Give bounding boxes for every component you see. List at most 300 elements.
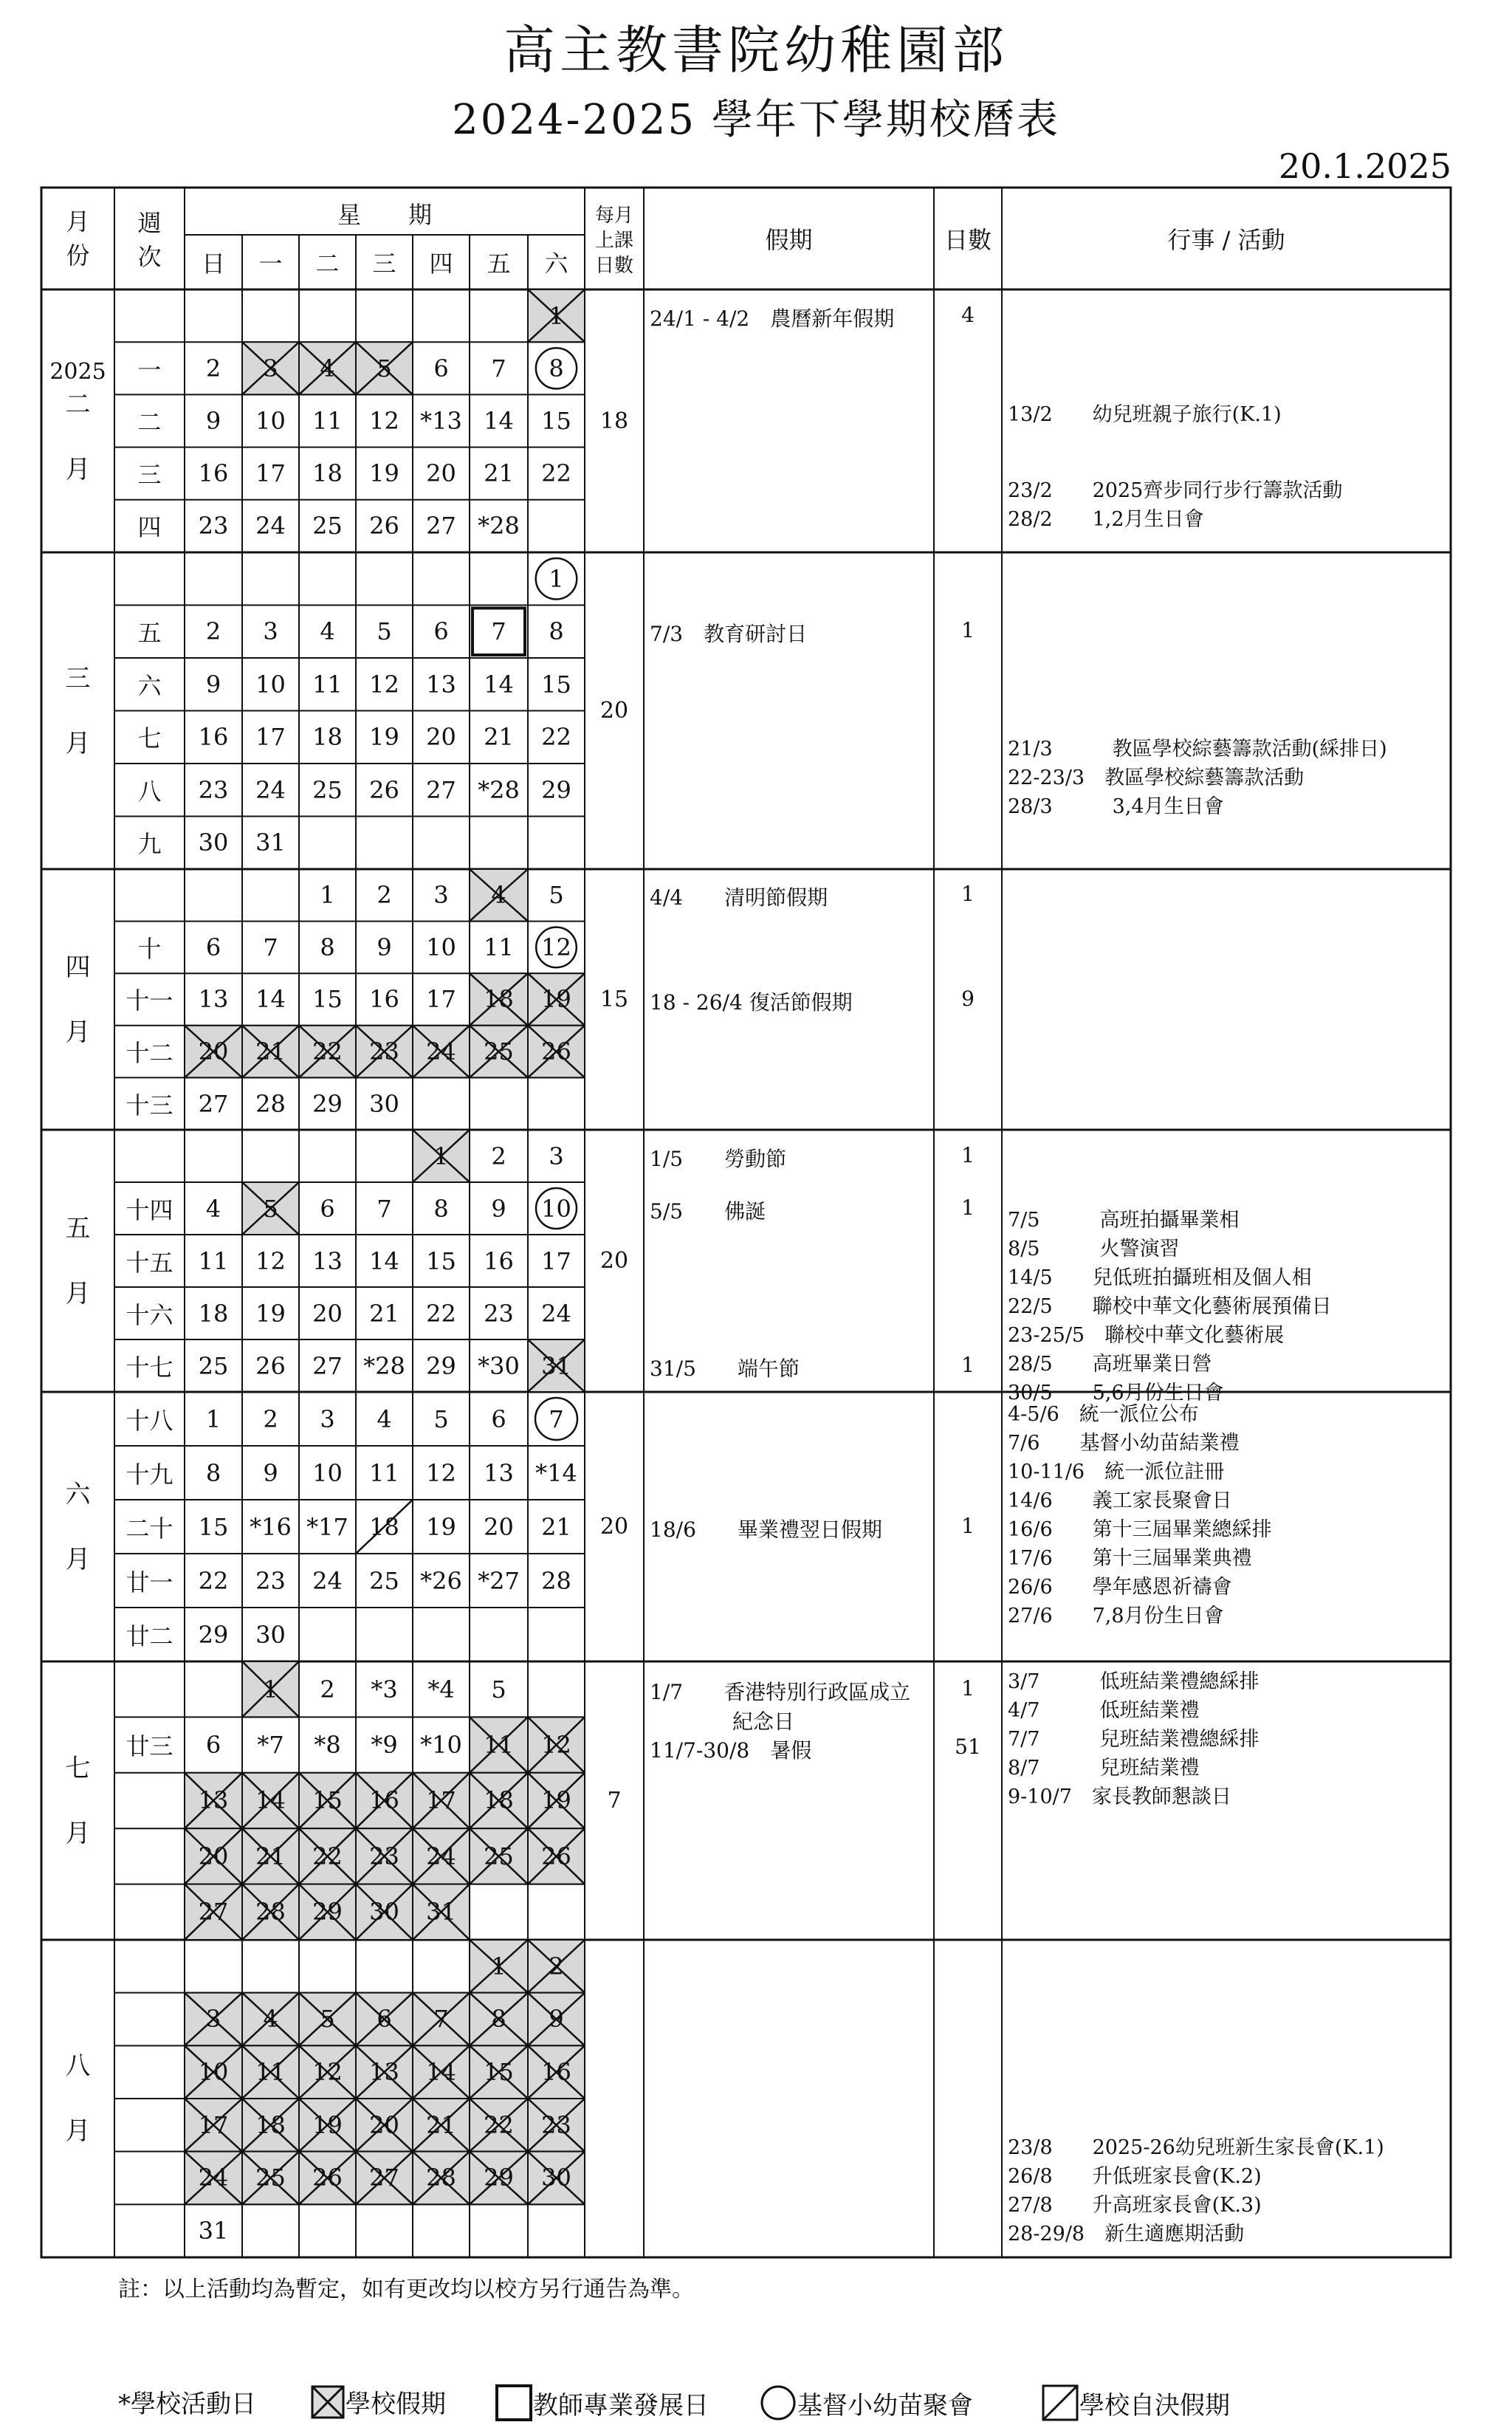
day-cell: 26 <box>541 1842 571 1870</box>
day-cell: 22 <box>198 1566 229 1595</box>
day-cell: 21 <box>484 723 514 752</box>
day-cell: 22 <box>426 1299 456 1328</box>
day-cell <box>470 289 528 342</box>
slash-mark-icon <box>1041 2384 1079 2422</box>
day-cell: 11 <box>255 2058 286 2087</box>
month-label-5 <box>41 1130 114 1392</box>
month-label-3 <box>41 552 114 869</box>
day-cell <box>242 289 299 342</box>
day-cell <box>470 552 528 606</box>
holiday-entry: 18/6 畢業禮翌日假期 <box>650 1517 882 1542</box>
day-cell <box>470 2204 528 2257</box>
month-name: 二 月 <box>65 390 91 484</box>
header-week: 週 次 <box>137 209 162 271</box>
day-cell: 28 <box>541 1566 571 1595</box>
day-cell: *14 <box>535 1458 577 1487</box>
day-cell: 10 <box>198 2058 229 2087</box>
day-cell: 27 <box>426 512 456 541</box>
week-number: 二十 <box>126 1514 173 1543</box>
day-cell: 18 <box>484 1786 514 1815</box>
week-number <box>114 1940 185 1993</box>
day-cell: 7 <box>377 1194 392 1223</box>
day-cell: 17 <box>541 1246 571 1275</box>
day-cell: 22 <box>484 2110 514 2139</box>
day-cell: 14 <box>369 1246 399 1275</box>
day-cell: 13 <box>426 670 456 699</box>
holiday-entry: 4/4 清明節假期 <box>650 885 828 910</box>
activity-entry: 7/5 高班拍攝畢業相 8/5 火警演習 14/5 兒低班拍攝班相及個人相 22/5 聯校中華文化藝術展預備日 23-25/5 聯校中華文化藝術展 28/5 高班畢業日營 30/5 5,6月份生日會 <box>1008 1209 1332 1405</box>
holiday-entry: 31/5 端午節 <box>650 1356 800 1381</box>
day-cell <box>356 1130 413 1182</box>
day-cell <box>356 289 413 342</box>
day-cell: 6 <box>205 933 221 961</box>
day-cell: 11 <box>312 406 343 435</box>
holiday-entry: 24/1 - 4/2 農曆新年假期 <box>650 306 895 331</box>
day-cell: 5 <box>320 2005 335 2034</box>
holiday-entry: 1/5 勞動節 <box>650 1146 787 1171</box>
day-cell: 20 <box>484 1512 514 1541</box>
day-cell <box>470 1608 528 1661</box>
week-number: 十四 <box>126 1195 173 1224</box>
day-cell: 30 <box>541 2164 571 2192</box>
footnote: 註：以上活動均為暫定，如有更改均以校方另行通告為準。 <box>118 2277 694 2302</box>
day-cell: 19 <box>369 723 399 752</box>
day-cell: 30 <box>369 1089 399 1118</box>
day-cell: 27 <box>198 1089 229 1118</box>
day-cell: 10 <box>255 406 286 435</box>
holiday-day-count: 1 <box>961 1675 975 1701</box>
day-cell: *8 <box>314 1731 341 1760</box>
calendar-title: 2024-2025 學年下學期校曆表 <box>452 96 1060 144</box>
day-cell: 24 <box>198 2164 229 2192</box>
day-cell <box>356 2204 413 2257</box>
day-cell: 17 <box>255 459 286 488</box>
school-name: 高主教書院幼稚園部 <box>504 20 1008 80</box>
holiday-entry: 5/5 佛誕 <box>650 1198 766 1224</box>
month-school-days: 20 <box>599 1514 629 1540</box>
day-cell: 29 <box>312 1089 343 1118</box>
week-number: 一 <box>137 355 162 384</box>
day-cell <box>356 1940 413 1993</box>
month-label-7 <box>41 1661 114 1940</box>
day-cell: 9 <box>491 1194 506 1223</box>
day-cell: 23 <box>541 2110 571 2139</box>
day-cell: 13 <box>312 1246 343 1275</box>
day-cell: 21 <box>541 1512 571 1541</box>
day-cell: 29 <box>312 1898 343 1927</box>
week-number: 廿二 <box>126 1622 173 1650</box>
day-cell: 24 <box>255 775 286 804</box>
day-cell: 9 <box>205 670 221 699</box>
day-cell <box>299 2204 356 2257</box>
day-cell: 26 <box>255 1351 286 1380</box>
day-cell: 10 <box>541 1194 571 1223</box>
header-activities: 行事 / 活動 <box>1167 226 1285 254</box>
day-cell: 17 <box>426 1786 456 1815</box>
activity-entry: 3/7 低班結業禮總綵排 4/7 低班結業禮 7/7 兒班結業禮總綵排 8/7 兒班結業禮 9-10/7 家長教師懇談日 <box>1008 1670 1260 1808</box>
day-cell: 24 <box>312 1566 343 1595</box>
day-cell <box>185 552 242 606</box>
day-cell: 18 <box>369 1512 399 1541</box>
day-cell: 29 <box>198 1620 229 1649</box>
day-cell: 19 <box>312 2110 343 2139</box>
day-cell: 16 <box>484 1246 514 1275</box>
day-cell: 2 <box>263 1404 278 1433</box>
day-cell: 29 <box>484 2164 514 2192</box>
day-cell: 1 <box>549 564 564 593</box>
day-cell: 1 <box>491 1952 506 1980</box>
header-day-0: 日 <box>201 250 225 278</box>
day-cell: 12 <box>541 933 571 961</box>
day-cell <box>242 1130 299 1182</box>
holiday-day-count: 9 <box>961 986 975 1011</box>
holiday-day-count: 1 <box>961 1513 975 1538</box>
day-cell: 28 <box>426 2164 456 2192</box>
day-cell: 23 <box>484 1299 514 1328</box>
day-cell <box>299 289 356 342</box>
day-cell: 15 <box>541 406 571 435</box>
day-cell: 23 <box>198 775 229 804</box>
holiday-day-count: 1 <box>961 1352 975 1377</box>
day-cell: 13 <box>198 985 229 1014</box>
header-day-2: 二 <box>315 250 340 278</box>
day-cell: 15 <box>198 1512 229 1541</box>
week-number <box>114 1993 185 2046</box>
day-cell: 30 <box>369 1898 399 1927</box>
week-number: 廿三 <box>126 1732 173 1761</box>
activity-entry: 23/2 2025齊步同行步行籌款活動 28/2 1,2月生日會 <box>1008 478 1343 531</box>
legend-gathering: 基督小幼苗聚會 <box>759 2384 973 2422</box>
day-cell: 13 <box>198 1786 229 1815</box>
day-cell: 31 <box>426 1898 456 1927</box>
day-cell: *10 <box>420 1731 462 1760</box>
day-cell <box>528 2204 585 2257</box>
day-cell <box>242 869 299 922</box>
day-cell: 12 <box>255 1246 286 1275</box>
day-cell: 2 <box>205 354 221 382</box>
day-cell <box>242 552 299 606</box>
day-cell: 14 <box>484 670 514 699</box>
month-school-days: 18 <box>599 408 629 434</box>
day-cell: 1 <box>433 1142 449 1170</box>
week-number <box>114 2099 185 2152</box>
day-cell: 26 <box>369 512 399 541</box>
day-cell: 30 <box>198 829 229 857</box>
day-cell: 25 <box>369 1566 399 1595</box>
month-label-8 <box>41 1940 114 2257</box>
day-cell <box>185 1130 242 1182</box>
day-cell: 6 <box>320 1194 335 1223</box>
day-cell: 5 <box>491 1675 506 1704</box>
day-cell: 8 <box>549 617 564 646</box>
day-cell: 24 <box>426 1842 456 1870</box>
day-cell: 22 <box>312 1842 343 1870</box>
day-cell: 2 <box>320 1675 335 1704</box>
day-cell: 23 <box>369 1842 399 1870</box>
day-cell: 31 <box>541 1351 571 1380</box>
day-cell: 5 <box>377 617 392 646</box>
month-label-2 <box>41 289 114 552</box>
activity-entry: 21/3 教區學校綜藝籌款活動(綵排日) 22-23/3 教區學校綜藝籌款活動 28/3 3,4月生日會 <box>1008 738 1387 819</box>
legend-pd: 教師專業發展日 <box>495 2384 709 2422</box>
day-cell: *28 <box>478 512 520 541</box>
day-cell <box>299 817 356 870</box>
month-name: 三 月 <box>65 663 91 758</box>
legend-holiday: 學校假期 <box>310 2384 446 2420</box>
day-cell: 4 <box>263 2005 278 2034</box>
day-cell: *27 <box>478 1566 520 1595</box>
week-number <box>114 1661 185 1717</box>
week-number: 十 <box>137 934 162 963</box>
day-cell: 19 <box>255 1299 286 1328</box>
day-cell: 26 <box>541 1037 571 1066</box>
header-school-days: 每月 上課 日數 <box>594 205 633 277</box>
day-cell: 2 <box>491 1142 506 1170</box>
day-cell: 3 <box>549 1142 564 1170</box>
day-cell: *30 <box>478 1351 520 1380</box>
month-school-days <box>585 1940 644 2257</box>
day-cell: 22 <box>541 723 571 752</box>
day-cell: 10 <box>426 933 456 961</box>
day-cell: 14 <box>255 1786 286 1815</box>
day-cell: 16 <box>369 985 399 1014</box>
day-cell: 6 <box>491 1404 506 1433</box>
day-cell: *13 <box>420 406 462 435</box>
week-number <box>114 1884 185 1940</box>
week-number: 九 <box>137 830 162 859</box>
day-cell: 31 <box>198 2217 229 2246</box>
day-cell: 1 <box>263 1675 278 1704</box>
week-number: 十七 <box>126 1353 173 1382</box>
day-cell <box>413 1077 470 1130</box>
day-cell: 24 <box>426 1037 456 1066</box>
day-cell: 10 <box>255 670 286 699</box>
week-number: 十二 <box>126 1039 173 1068</box>
day-cell: 21 <box>369 1299 399 1328</box>
day-cell <box>185 289 242 342</box>
day-cell: 5 <box>377 354 392 382</box>
month-school-days: 7 <box>607 1788 622 1814</box>
day-cell: 4 <box>320 354 335 382</box>
day-cell: 21 <box>426 2110 456 2139</box>
week-number: 七 <box>137 724 162 753</box>
header-day-count: 日數 <box>944 226 992 254</box>
header-day-3: 三 <box>372 250 396 278</box>
day-cell: *4 <box>427 1675 455 1704</box>
day-cell: 10 <box>312 1458 343 1487</box>
day-cell: 8 <box>549 354 564 382</box>
day-cell: 25 <box>312 512 343 541</box>
week-number <box>114 1130 185 1182</box>
day-cell: 18 <box>198 1299 229 1328</box>
month-name: 四 月 <box>65 952 91 1047</box>
day-cell: 24 <box>541 1299 571 1328</box>
holiday-day-count: 1 <box>961 1142 975 1167</box>
month-school-days: 15 <box>599 987 629 1012</box>
month-school-days: 20 <box>599 1248 629 1274</box>
week-number: 三 <box>137 461 162 490</box>
day-cell <box>299 1940 356 1993</box>
day-cell: 12 <box>426 1458 456 1487</box>
day-cell: *9 <box>371 1731 398 1760</box>
day-cell: 15 <box>312 985 343 1014</box>
day-cell: 15 <box>541 670 571 699</box>
day-cell: 27 <box>369 2164 399 2192</box>
day-cell: 20 <box>312 1299 343 1328</box>
day-cell: 18 <box>312 723 343 752</box>
week-number: 十八 <box>126 1406 173 1435</box>
day-cell: 16 <box>198 459 229 488</box>
week-number <box>114 289 185 342</box>
day-cell: 15 <box>312 1786 343 1815</box>
day-cell: 13 <box>484 1458 514 1487</box>
day-cell: 16 <box>198 723 229 752</box>
header-weekday: 星 期 <box>337 201 432 229</box>
header-day-4: 四 <box>429 250 453 278</box>
day-cell: 4 <box>491 881 506 910</box>
activity-entry: 4-5/6 統一派位公布 7/6 基督小幼苗結業禮 10-11/6 統一派位註冊 14/6 義工家長聚會日 16/6 第十三屆畢業總綵排 17/6 第十三屆畢業典禮 26/6 學年感恩祈禱會 27/6 7,8月份生日會 <box>1008 1403 1272 1628</box>
day-cell: 9 <box>205 406 221 435</box>
day-cell <box>242 1940 299 1993</box>
day-cell: *3 <box>371 1675 398 1704</box>
week-number: 八 <box>137 777 162 806</box>
year-label: 2025 <box>49 359 106 385</box>
day-cell: 25 <box>312 775 343 804</box>
day-cell: 27 <box>312 1351 343 1380</box>
week-number <box>114 2045 185 2099</box>
holiday-entry: 18 - 26/4 復活節假期 <box>650 989 853 1015</box>
day-cell: 3 <box>205 2005 221 2034</box>
day-cell: 19 <box>541 1786 571 1815</box>
day-cell: 12 <box>312 2058 343 2087</box>
month-name: 五 月 <box>65 1213 91 1308</box>
day-cell: 9 <box>377 933 392 961</box>
day-cell: 25 <box>484 1037 514 1066</box>
header-day-6: 六 <box>544 250 568 278</box>
month-name: 八 月 <box>65 2051 91 2146</box>
day-cell: 7 <box>491 617 506 646</box>
legend-activity: *學校活動日 <box>118 2390 256 2419</box>
holiday-day-count: 4 <box>961 302 975 327</box>
day-cell: 9 <box>549 2005 564 2034</box>
day-cell: 2 <box>377 881 392 910</box>
day-cell: 8 <box>205 1458 221 1487</box>
week-number <box>114 552 185 606</box>
day-cell: 20 <box>426 459 456 488</box>
day-cell <box>299 1608 356 1661</box>
day-cell: 20 <box>198 1842 229 1870</box>
day-cell: 28 <box>255 1089 286 1118</box>
day-cell: 3 <box>263 617 278 646</box>
day-cell: *26 <box>420 1566 462 1595</box>
day-cell: 6 <box>433 617 449 646</box>
day-cell: 31 <box>255 829 286 857</box>
day-cell <box>185 1940 242 1993</box>
day-cell <box>528 1884 585 1940</box>
day-cell <box>528 1608 585 1661</box>
day-cell: 29 <box>426 1351 456 1380</box>
day-cell: 18 <box>484 985 514 1014</box>
day-cell: 26 <box>312 2164 343 2192</box>
day-cell <box>413 289 470 342</box>
holiday-day-count: 1 <box>961 618 975 643</box>
day-cell: 6 <box>205 1731 221 1760</box>
day-cell: 5 <box>549 881 564 910</box>
week-number: 四 <box>137 513 162 542</box>
day-cell <box>356 1608 413 1661</box>
week-number <box>114 2152 185 2205</box>
day-cell <box>185 1661 242 1717</box>
day-cell: 27 <box>426 775 456 804</box>
day-cell <box>356 552 413 606</box>
day-cell: *28 <box>363 1351 405 1380</box>
circle-mark-icon <box>759 2384 797 2422</box>
activity-entry: 13/2 幼兒班親子旅行(K.1) <box>1008 403 1282 427</box>
day-cell: 12 <box>541 1731 571 1760</box>
day-cell: 17 <box>426 985 456 1014</box>
day-cell: 20 <box>198 1037 229 1066</box>
day-cell <box>470 1884 528 1940</box>
day-cell: 19 <box>426 1512 456 1541</box>
day-cell: 15 <box>484 2058 514 2087</box>
day-cell: 5 <box>433 1404 449 1433</box>
day-cell: 18 <box>312 459 343 488</box>
week-number <box>114 869 185 922</box>
week-number: 十三 <box>126 1091 173 1119</box>
day-cell: 8 <box>320 933 335 961</box>
day-cell: 9 <box>263 1458 278 1487</box>
day-cell: 14 <box>255 985 286 1014</box>
holiday-day-count: 51 <box>955 1734 981 1759</box>
day-cell: 17 <box>198 2110 229 2139</box>
day-cell <box>528 1661 585 1717</box>
day-cell: 3 <box>433 881 449 910</box>
day-cell: 8 <box>433 1194 449 1223</box>
holiday-mark-icon <box>310 2384 346 2420</box>
day-cell: 1 <box>549 301 564 330</box>
day-cell: 3 <box>263 354 278 382</box>
day-cell: 1 <box>205 1404 221 1433</box>
day-cell: 3 <box>320 1404 335 1433</box>
day-cell: 11 <box>369 1458 399 1487</box>
week-number: 十六 <box>126 1300 173 1329</box>
day-cell <box>242 2204 299 2257</box>
day-cell <box>413 817 470 870</box>
week-number <box>114 1828 185 1884</box>
month-name: 六 月 <box>65 1479 91 1574</box>
day-cell: *17 <box>306 1512 348 1541</box>
week-number: 十五 <box>126 1248 173 1277</box>
day-cell: 5 <box>263 1194 278 1223</box>
day-cell: 17 <box>255 723 286 752</box>
day-cell <box>413 552 470 606</box>
day-cell: 19 <box>541 985 571 1014</box>
day-cell: 16 <box>369 1786 399 1815</box>
pd-mark-icon <box>495 2384 533 2422</box>
week-number: 廿一 <box>126 1568 173 1596</box>
day-cell: 2 <box>205 617 221 646</box>
day-cell <box>299 552 356 606</box>
day-cell: 29 <box>541 775 571 804</box>
day-cell: 14 <box>426 2058 456 2087</box>
day-cell: 25 <box>484 1842 514 1870</box>
day-cell: 27 <box>198 1898 229 1927</box>
day-cell: 21 <box>255 1842 286 1870</box>
legend-discretionary: 學校自決假期 <box>1041 2384 1230 2422</box>
day-cell: *28 <box>478 775 520 804</box>
day-cell: 8 <box>491 2005 506 2034</box>
month-label-6 <box>41 1392 114 1661</box>
